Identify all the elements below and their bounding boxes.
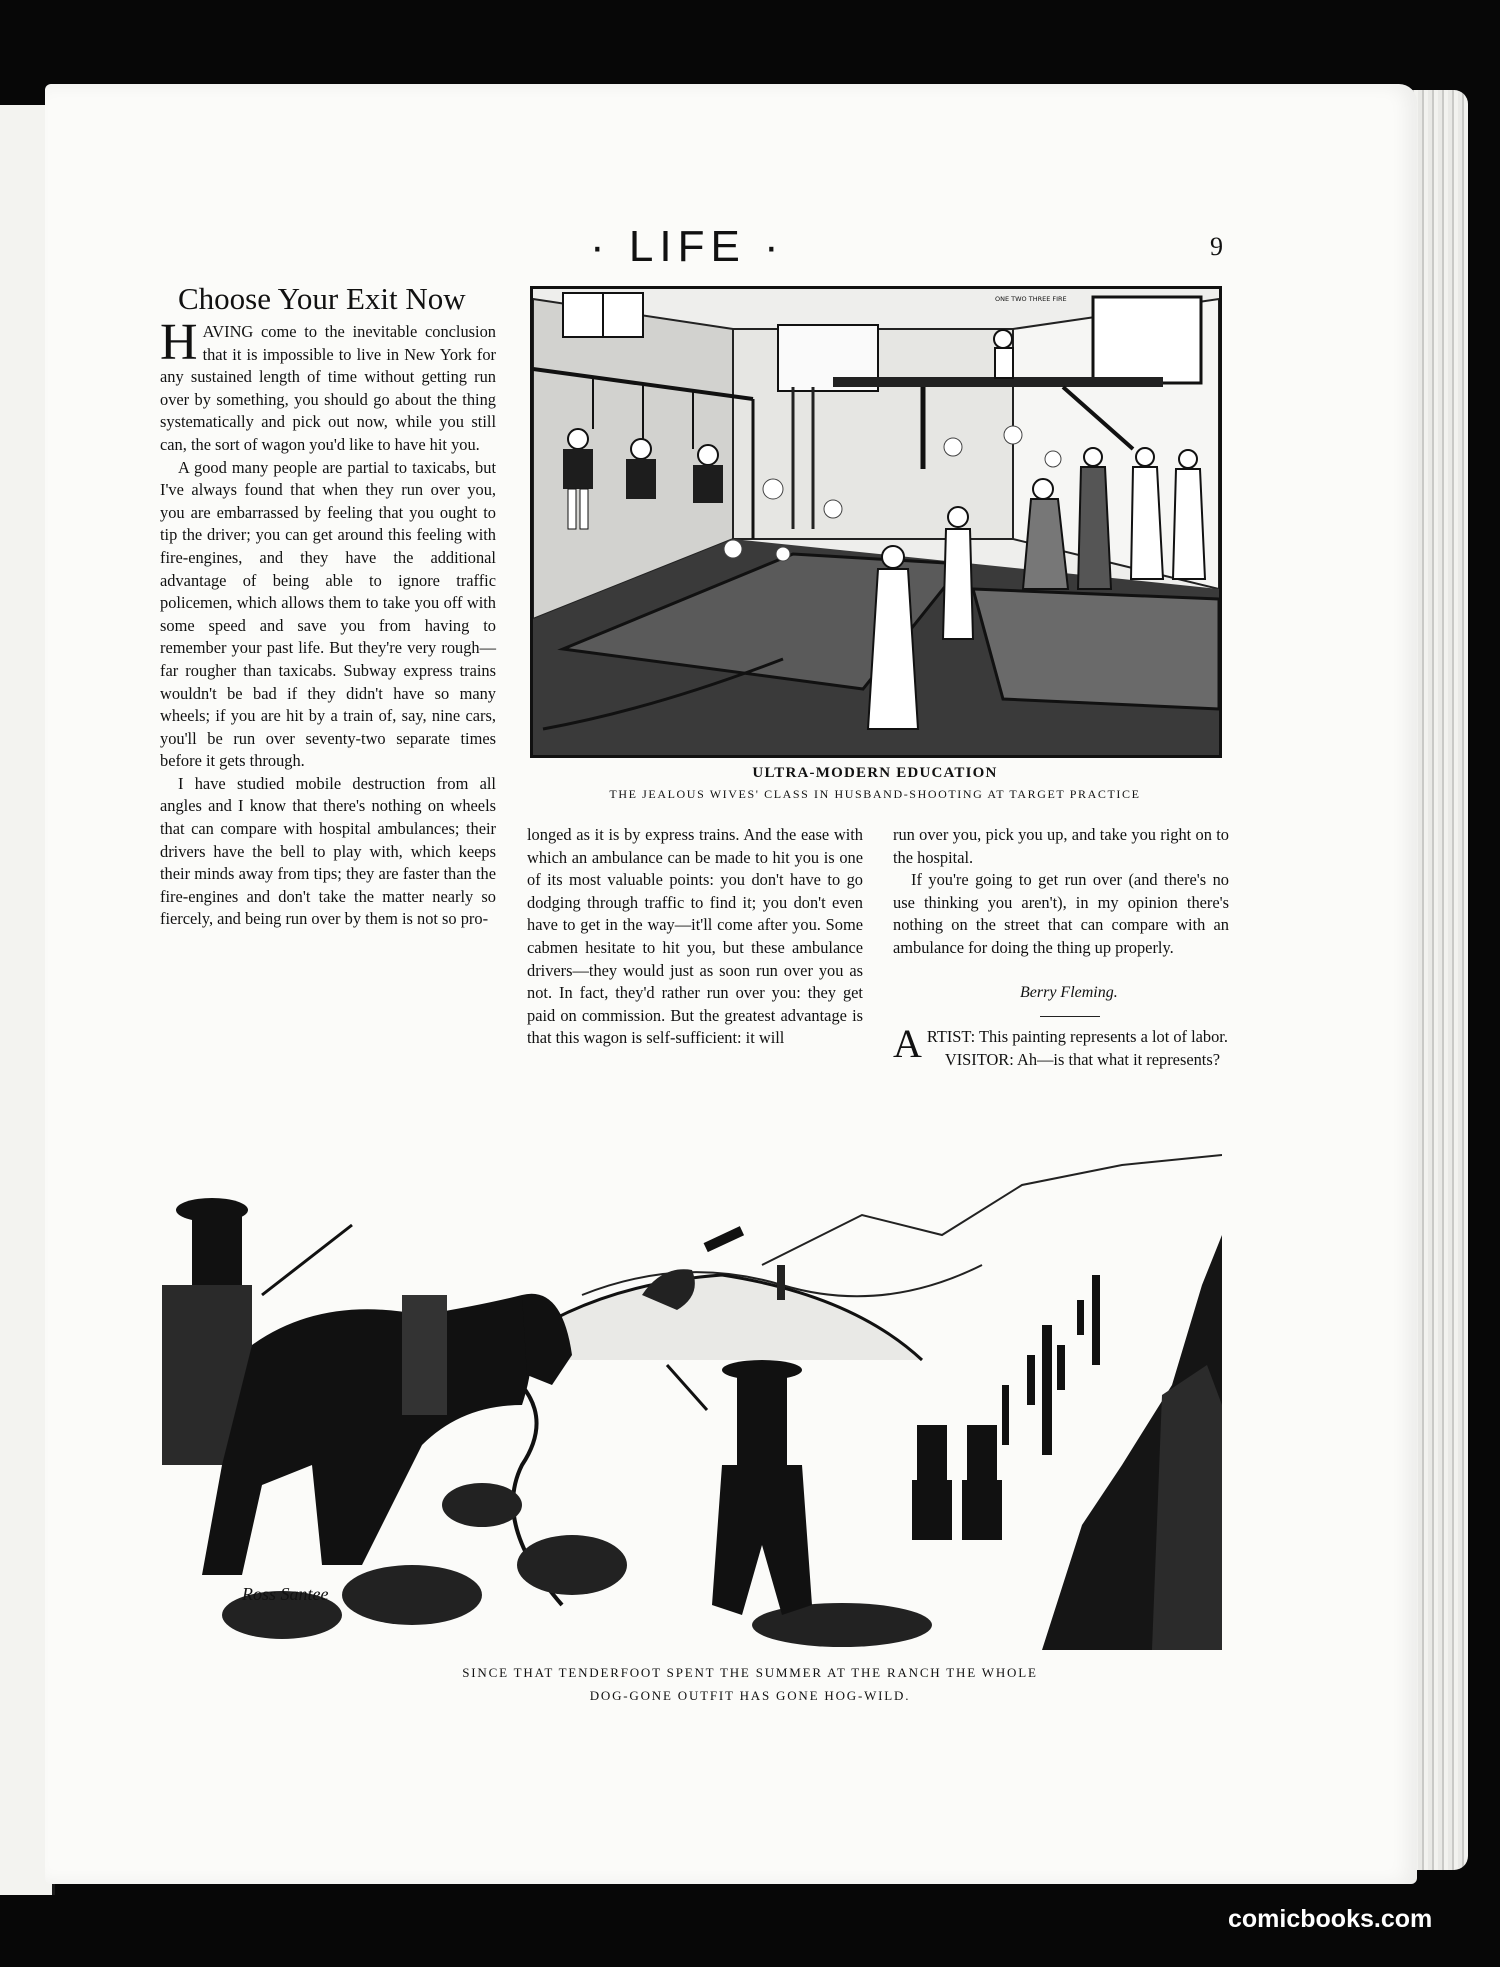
article-title: Choose Your Exit Now [178,281,466,316]
cartoon-1-subtitle: THE JEALOUS WIVES' CLASS IN HUSBAND-SHOOTING AT TARGET PRACTICE [609,787,1141,801]
article-paragraph-3: I have studied mobile destruction from all angles and I know that there's nothing on wheels that can compare with hospital ambulances; their drivers have the bell to play with, which keeps their minds away from tips; they are faster than the fire-engines and don't take the matter nearly so fiercely, and being run over by them is not so pro- [160,773,496,929]
cartoon-sign-text: ONE TWO THREE FIRE [995,295,1067,303]
cartoon-1-title: ULTRA-MODERN EDUCATION [752,765,998,781]
cartoon-2-signature: Ross Santee [242,1584,329,1604]
cartoon-2-caption-line-1: SINCE THAT TENDERFOOT SPENT THE SUMMER AT THE RANCH THE WHOLE [462,1665,1038,1680]
cartoon-target-practice-drawing [533,289,1219,755]
cartoon-target-practice [530,286,1222,758]
joke-line-2: VISITOR: Ah—is that what it represents? [944,1049,1221,1069]
article-column-3 [893,824,1229,960]
section-divider [1040,1016,1100,1017]
cartoon-2-caption-line-2: DOG-GONE OUTFIT HAS GONE HOG-WILD. [589,1688,911,1703]
article-paragraph-1: HAVING come to the inevitable conclusion that it is impossible to live in New York for any sustained length of time without getting run over by something, you should go about the thing systematically and pick out now, while you still can, the sort of wagon you'd like to have hit you. [160,314,496,454]
page-number: 9 [1210,232,1223,261]
joke-block [893,1021,1229,1071]
joke-line-1: ARTIST: This painting represents a lot of labor. [893,1021,1228,1066]
article-paragraph-5: run over you, pick you up, and take you right on to the hospital. [893,825,1229,867]
article-dropcap: H [160,314,198,371]
article-column-2 [527,824,863,1050]
site-watermark: comicbooks.com [1228,1905,1433,1933]
article-byline: Berry Fleming. [1020,984,1118,1001]
article-paragraph-4: longed as it is by express trains. And the ease with which an ambulance can be made to hit you is one of its most valuable points: you don't have to go dodging through traffic to find it; you don't even have to get in the way—it'll come after you. Some cabmen hesitate to hit you, but these ambulance drivers—they would just as soon run over you as not. In fact, they'd rather run over you: they get paid on commission. But the greatest advantage is that this wagon is self-sufficient: it will [527,825,863,1048]
cartoon-ranch-golf [162,1145,1222,1650]
cartoon-ranch-golf-drawing [162,1145,1222,1650]
article-paragraph-2: A good many people are partial to taxicabs, but I've always found that when they run over you, you are embarrassed by feeling that you ought to tip the driver; you can get around this feeling with fire-engines, and they have the additional advantage of being able to ignore traffic policemen, which allows them to take you off with some speed and save you from having to remember your past life. But they're very rough—far rougher than taxicabs. Subway express trains wouldn't be bad if they didn't have so many wheels; if you are hit by a train of, say, nine cars, you'll be run over seventy-two separate times before it gets through. [160,457,496,771]
page-stack-edge [1408,90,1468,1870]
article-paragraph-6: If you're going to get run over (and there's no use thinking you aren't), in my opinion there's nothing on the street that can compare with an ambulance for doing the thing up properly. [893,870,1229,957]
magazine-title: · LIFE · [590,222,785,271]
joke-dropcap: A [893,1021,922,1066]
article-column-1 [160,314,496,931]
